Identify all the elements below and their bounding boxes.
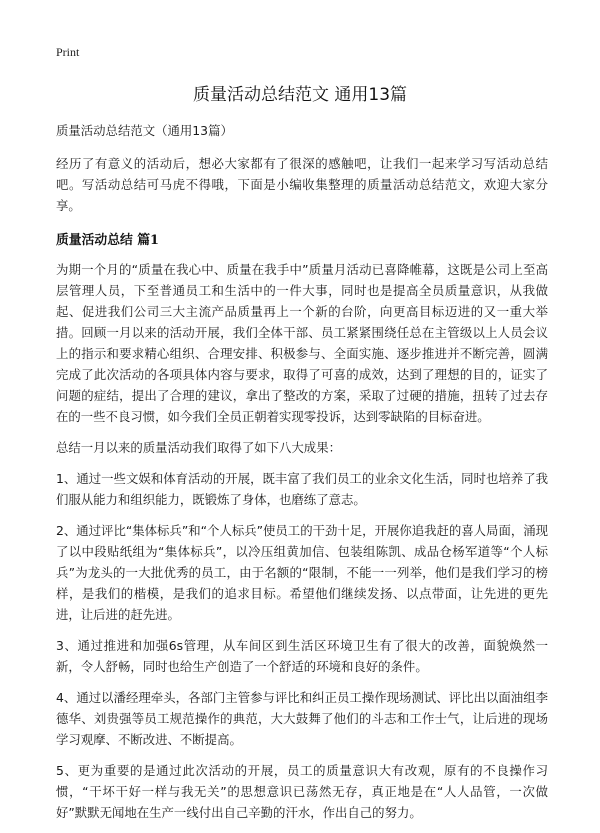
body-paragraph-3: 1、通过一些文娱和体育活动的开展，既丰富了我们员工的业余文化生活，同时也培养了我们服从能力和组织能力，既锻炼了身体，也磨练了意志。 bbox=[56, 471, 548, 507]
body-paragraph-2: 总结一月以来的质量活动我们取得了如下八大成果： bbox=[56, 440, 341, 455]
body-paragraph-4: 2、通过评比“集体标兵”和“个人标兵”使员工的干劲十足，开展你追我赶的喜人局面，涌现了以中段贴纸组为“集体标兵”，以冷压组黄加信、包装组陈凯、成品仓杨军道等“个人标兵”为龙头的一大批优秀的员工，由于名额的“限制，不能一一列举，他们是我们学习的榜样，是我们的楷模，是我们的追求目标。希望他们继续发扬、以点带面，让先进的更先进，让后进的赶先进。 bbox=[56, 523, 549, 622]
body-paragraph-6: 4、通过以潘经理牵头，各部门主管参与评比和纠正员工操作现场测试、评比出以面油组李德华、刘贵强等员工规范操作的典范，大大鼓舞了他们的斗志和工作士气，让后进的现场学习观摩、不断改进、不断提高。 bbox=[56, 690, 548, 747]
intro-paragraph: 经历了有意义的活动后，想必大家都有了很深的感触吧，让我们一起来学习写活动总结吧。写活动总结可马虎不得哦，下面是小编收集整理的质量活动总结范文，欢迎大家分享。 bbox=[56, 156, 548, 213]
document-subtitle: 质量活动总结范文（通用13篇） bbox=[56, 123, 233, 138]
body-paragraph-1: 为期一个月的“质量在我心中、质量在我手中”质量月活动已喜降帷幕，这既是公司上至高层管理人员，下至普通员工和生活中的一件大事，同时也是提高全员质量意识，从我做起、促进我们公司三大主流产品质量再上一个新的台阶，向更高目标迈进的又一重大举措。回顾一月以来的活动开展，我们全体干部、员工紧紧围绕任总在主管级以上人员会议上的指示和要求精心组织、合理安排、积极参与、全面实施、逐步推进并不断完善，圆满完成了此次活动的各项具体内容与要求，取得了可喜的成效，达到了理想的目的，证实了问题的症结，提出了合理的建议，拿出了整改的方案，采取了过硬的措施，扭转了过去存在的一些不良习惯，如今我们全员正朝着实现零投诉，达到零缺陷的目标奋进。 bbox=[56, 262, 548, 424]
document-body bbox=[56, 120, 548, 833]
page-title: 质量活动总结范文 通用13篇 bbox=[192, 85, 408, 105]
print-label[interactable]: Print bbox=[56, 45, 80, 59]
body-paragraph-5: 3、通过推进和加强6s管理，从车间区到生活区环境卫生有了很大的改善，面貌焕然一新，令人舒畅，同时也给生产创造了一个舒适的环境和良好的条件。 bbox=[56, 638, 548, 674]
body-paragraph-7: 5、更为重要的是通过此次活动的开展，员工的质量意识大有改观，原有的不良操作习惯，“干坏干好一样与我无关”的思想意识已荡然无存，真正地是在“人人品管，一次做好”默默无闻地在生产一线付出自己辛勤的汗水，作出自己的努力。 bbox=[56, 763, 548, 820]
section-heading: 质量活动总结 篇1 bbox=[56, 233, 159, 248]
